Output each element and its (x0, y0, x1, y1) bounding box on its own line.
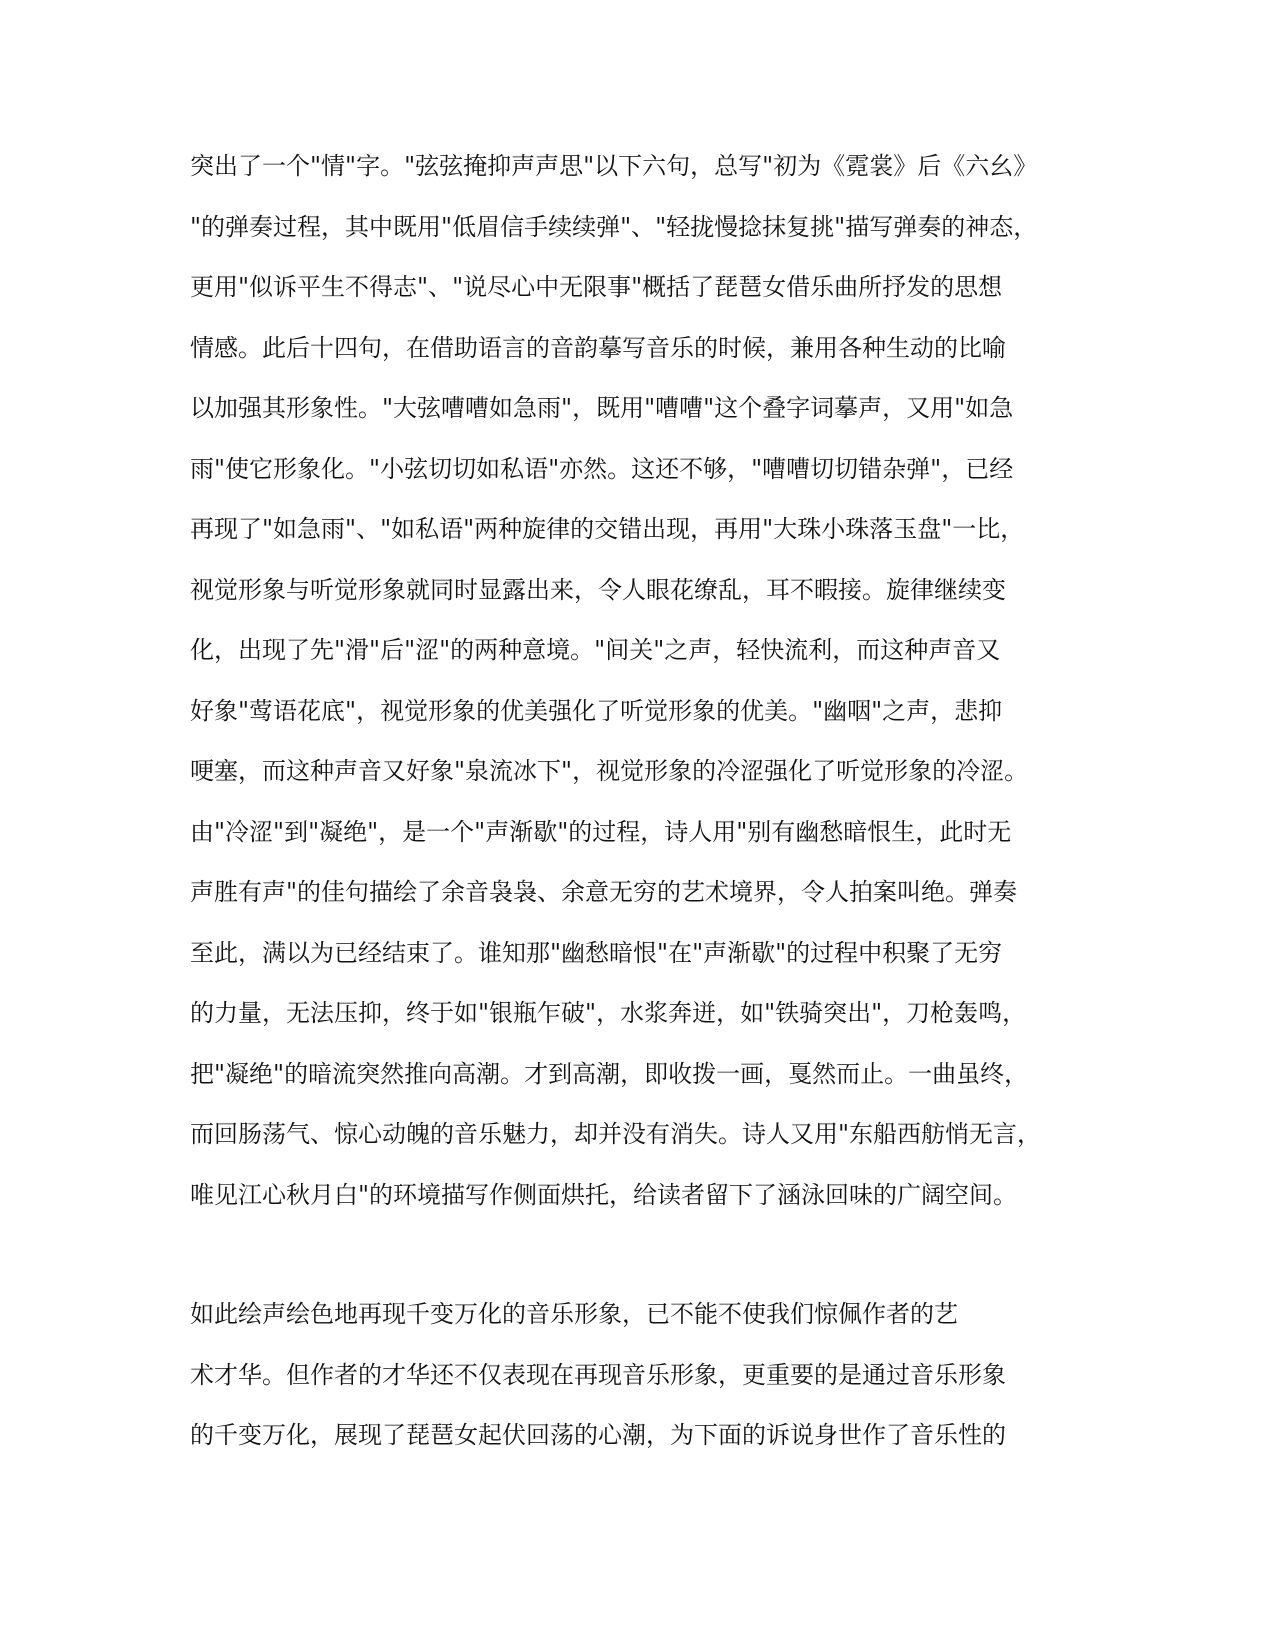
text-line: 把"凝绝"的暗流突然推向高潮。才到高潮，即收拨一画，戛然而止。一曲虽终， (190, 1059, 1029, 1088)
text-line: 哽塞，而这种声音又好象"泉流冰下"，视觉形象的冷涩强化了听觉形象的冷涩。 (190, 757, 1029, 785)
text-line: 至此，满以为已经结束了。谁知那"幽愁暗恨"在"声渐歇"的过程中积聚了无穷 (190, 938, 1003, 967)
text-line: 声胜有声"的佳句描绘了余音袅袅、余意无穷的艺术境界，令人拍案叫绝。弹奏 (190, 878, 1018, 906)
text-line: 化，出现了先"滑"后"涩"的两种意境。"间关"之声，轻快流利，而这种声音又 (190, 636, 1001, 664)
text-line: 而回肠荡气、惊心动魄的音乐魅力，却并没有消失。诗人又用"东船西舫悄无言， (190, 1120, 1042, 1148)
text-line: 情感。此后十四句，在借助语言的音韵摹写音乐的时候，兼用各种生动的比喻 (190, 333, 1006, 362)
text-line: 的千变万化，展现了琵琶女起伏回荡的心潮，为下面的诉说身世作了音乐性的 (190, 1421, 1006, 1449)
text-line: 更用"似诉平生不得志"、"说尽心中无限事"概括了琵琶女借乐曲所抒发的思想 (190, 273, 1003, 301)
text-line: "的弹奏过程，其中既用"低眉信手续续弹"、"轻拢慢捻抹复挑"描写弹奏的神态， (190, 212, 1038, 241)
paragraph-2 (190, 1296, 1070, 1478)
text-line: 术才华。但作者的才华还不仅表现在再现音乐形象，更重要的是通过音乐形象 (190, 1360, 1006, 1389)
text-line: 以加强其形象性。"大弦嘈嘈如急雨"，既用"嘈嘈"这个叠字词摹声，又用"如急 (190, 394, 1014, 422)
text-line: 雨"使它形象化。"小弦切切如私语"亦然。这还不够，"嘈嘈切切错杂弹"，已经 (190, 454, 1014, 483)
text-line: 的力量，无法压抑，终于如"银瓶乍破"，水浆奔迸，如"铁骑突出"，刀枪轰鸣， (190, 999, 1027, 1027)
text-line: 唯见江心秋月白"的环境描写作侧面烘托，给读者留下了涵泳回味的广阔空间。 (190, 1180, 1018, 1209)
text-line: 视觉形象与听觉形象就同时显露出来，令人眼花缭乱，耳不暇接。旋律继续变 (190, 575, 1006, 604)
text-line: 好象"莺语花底"，视觉形象的优美强化了听觉形象的优美。"幽咽"之声，悲抑 (190, 696, 1003, 725)
paragraph-1 (190, 148, 1070, 1237)
text-line: 突出了一个"情"字。"弦弦掩抑声声思"以下六句，总写"初为《霓裳》后《六幺》 (190, 152, 1038, 180)
text-line: 由"冷涩"到"凝绝"，是一个"声渐歇"的过程，诗人用"别有幽愁暗恨生，此时无 (190, 817, 1012, 846)
text-line: 再现了"如急雨"、"如私语"两种旋律的交错出现，再用"大珠小珠落玉盘"一比， (190, 515, 1025, 543)
text-line: 如此绘声绘色地再现千变万化的音乐形象，已不能不使我们惊佩作者的艺 (190, 1300, 958, 1328)
